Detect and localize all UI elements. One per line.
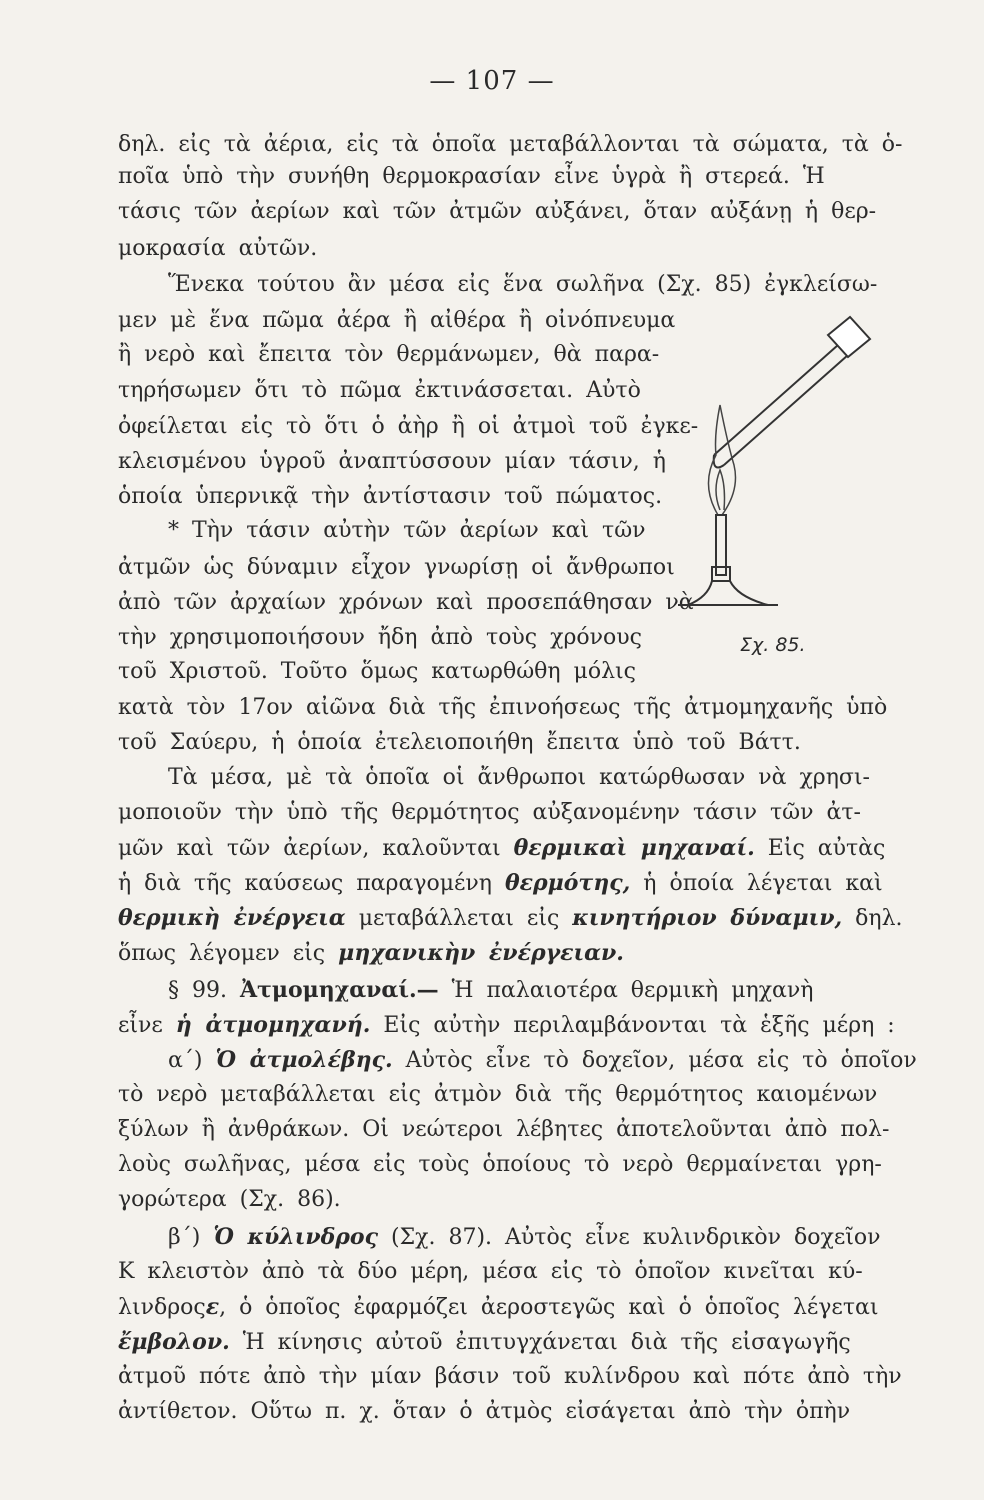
text-line: ὁποία ὑπερνικᾷ τὴν ἀντίστασιν τοῦ πώματος. <box>118 484 663 509</box>
text-line: δηλ. εἰς τὰ ἀέρια, εἰς τὰ ὁποῖα μεταβάλλονται τὰ σώματα, τὰ ὁ- <box>118 132 903 157</box>
bold-term: ε <box>205 1294 220 1320</box>
text-line: ὀφείλεται εἰς τὸ ὅτι ὁ ἀὴρ ἢ οἱ ἀτμοὶ τοῦ ἐγκε- <box>118 414 699 439</box>
text-segment: Εἰς αὐτὴν περιλαμβάνονται τὰ ἑξῆς μέρη : <box>383 1013 895 1038</box>
text-segment: δηλ. <box>855 906 903 931</box>
bold-term: κινητήριον δύναμιν, <box>572 905 843 931</box>
figure-caption: Σχ. 85. <box>740 634 806 656</box>
bold-term: θερμικὴ ἐνέργεια <box>118 905 346 931</box>
text-line: λοὺς σωλῆνας, μέσα εἰς τοὺς ὁποίους τὸ νερὸ θερμαίνεται γρη- <box>118 1152 882 1177</box>
list-marker: β΄) <box>168 1225 201 1250</box>
text-segment: ὅπως λέγομεν εἰς <box>118 941 326 966</box>
figure-85-illustration <box>678 305 888 635</box>
text-line: τηρήσωμεν ὅτι τὸ πῶμα ἐκτινάσσεται. Αὐτὸ <box>118 378 641 403</box>
bold-term: Ὁ κύλινδρος <box>213 1224 378 1250</box>
text-line: ἀτμῶν ὡς δύναμιν εἶχον γνωρίσῃ οἱ ἄνθρωποι <box>118 555 675 580</box>
text-line: μοποιοῦν τὴν ὑπὸ τῆς θερμότητος αὐξανομένην τάσιν τῶν ἀτ- <box>118 800 861 825</box>
text-line: γορώτερα (Σχ. 86). <box>118 1187 341 1212</box>
text-line: τοῦ Χριστοῦ. Τοῦτο ὅμως κατωρθώθη μόλις <box>118 659 636 684</box>
text-line: τοῦ Σαύερυ, ἡ ὁποία ἐτελειοποιήθη ἔπειτα ὑπὸ τοῦ Βάττ. <box>118 730 801 755</box>
text-line <box>118 938 624 969</box>
section-number: § 99. <box>168 978 227 1003</box>
bold-term: Ὁ ἀτμολέβης. <box>215 1047 393 1073</box>
bold-term: θερμότης, <box>504 870 631 896</box>
lamp-icon <box>678 515 778 605</box>
list-marker: α΄) <box>168 1048 203 1073</box>
text-segment: Ἡ κίνησις αὐτοῦ ἐπιτυγχάνεται διὰ τῆς εἰσαγωγῆς <box>242 1330 851 1355</box>
text-line: ξύλων ἢ ἀνθράκων. Οἱ νεώτεροι λέβητες ἀποτελοῦνται ἀπὸ πολ- <box>118 1117 890 1142</box>
bold-term: θερμικαὶ μηχαναί. <box>513 835 755 861</box>
page-number: — 107 — <box>429 66 555 96</box>
text-line: ἢ νερὸ καὶ ἔπειτα τὸν θερμάνωμεν, θὰ παρα- <box>118 342 660 367</box>
text-line: μοκρασία αὐτῶν. <box>118 236 318 261</box>
text-line: Κ κλειστὸν ἀπὸ τὰ δύο μέρη, μέσα εἰς τὸ ὁποῖον κινεῖται κύ- <box>118 1259 863 1284</box>
text-segment: , ὁ ὁποῖος ἐφαρμόζει ἀεροστεγῶς καὶ ὁ ὁποῖος λέγεται <box>219 1295 879 1320</box>
text-line: ἀπὸ τῶν ἀρχαίων χρόνων καὶ προσεπάθησαν νὰ <box>118 590 694 615</box>
text-line: ἀτμοῦ πότε ἀπὸ τὴν μίαν βάσιν τοῦ κυλίνδρου καὶ πότε ἀπὸ τὴν <box>118 1364 902 1389</box>
text-line: ποῖα ὑπὸ τὴν συνήθη θερμοκρασίαν εἶνε ὑγρὰ ἢ στερεά. Ἡ <box>118 164 825 189</box>
text-line <box>168 975 813 1006</box>
text-line <box>118 868 883 899</box>
text-line: μεν μὲ ἕνα πῶμα ἀέρα ἢ αἰθέρα ἢ οἰνόπνευμα <box>118 308 676 333</box>
text-line: Ἕνεκα τούτου ἂν μέσα εἰς ἕνα σωλῆνα (Σχ. 85) ἐγκλείσω- <box>168 272 878 297</box>
text-line <box>118 1292 878 1323</box>
bold-term: μηχανικὴν ἐνέργειαν. <box>338 940 624 966</box>
text-line <box>168 1045 917 1076</box>
text-segment: λινδρος <box>118 1295 206 1320</box>
text-line <box>118 1327 851 1358</box>
text-line: τάσις τῶν ἀερίων καὶ τῶν ἀτμῶν αὐξάνει, ὅταν αὐξάνῃ ἡ θερ- <box>118 199 877 224</box>
text-segment: Ἡ παλαιοτέρα θερμικὴ μηχανὴ <box>451 978 814 1003</box>
text-line: τὸ νερὸ μεταβάλλεται εἰς ἀτμὸν διὰ τῆς θερμότητος καιομένων <box>118 1082 878 1107</box>
text-line: * Τὴν τάσιν αὐτὴν τῶν ἀερίων καὶ τῶν <box>168 518 646 543</box>
text-line: κατὰ τὸν 17ον αἰῶνα διὰ τῆς ἐπινοήσεως τῆς ἀτμομηχανῆς ὑπὸ <box>118 695 888 720</box>
text-line <box>118 1010 895 1041</box>
text-segment: Αὐτὸς εἶνε τὸ δοχεῖον, μέσα εἰς τὸ ὁποῖον <box>405 1048 917 1073</box>
text-segment: ἡ διὰ τῆς καύσεως παραγομένη <box>118 871 492 896</box>
flame-icon <box>708 405 735 515</box>
section-heading: Ἀτμομηχαναί.— <box>239 977 439 1003</box>
bold-term: ἡ ἀτμομηχανή. <box>175 1012 371 1038</box>
text-line: τὴν χρησιμοποιήσουν ἤδη ἀπὸ τοὺς χρόνους <box>118 625 642 650</box>
text-line <box>118 833 885 864</box>
text-line: Τὰ μέσα, μὲ τὰ ὁποῖα οἱ ἄνθρωποι κατώρθωσαν νὰ χρησι- <box>168 765 870 790</box>
test-tube-icon <box>714 345 848 467</box>
text-segment: μῶν καὶ τῶν ἀερίων, καλοῦνται <box>118 836 501 861</box>
text-line <box>118 903 903 934</box>
bold-term: ἔμβολον. <box>118 1329 230 1355</box>
text-segment: (Σχ. 87). Αὐτὸς εἶνε κυλινδρικὸν δοχεῖον <box>391 1225 881 1250</box>
text-line <box>168 1222 881 1253</box>
text-segment: ἡ ὁποία λέγεται καὶ <box>643 871 883 896</box>
text-segment: εἶνε <box>118 1013 163 1038</box>
text-segment: μεταβάλλεται εἰς <box>358 906 560 931</box>
text-segment: Εἰς αὐτὰς <box>767 836 886 861</box>
text-line: κλεισμένου ὑγροῦ ἀναπτύσσουν μίαν τάσιν, ἡ <box>118 449 666 474</box>
text-line: ἀντίθετον. Οὕτω π. χ. ὅταν ὁ ἀτμὸς εἰσάγεται ἀπὸ τὴν ὀπὴν <box>118 1399 851 1424</box>
stopper-icon <box>828 317 870 357</box>
